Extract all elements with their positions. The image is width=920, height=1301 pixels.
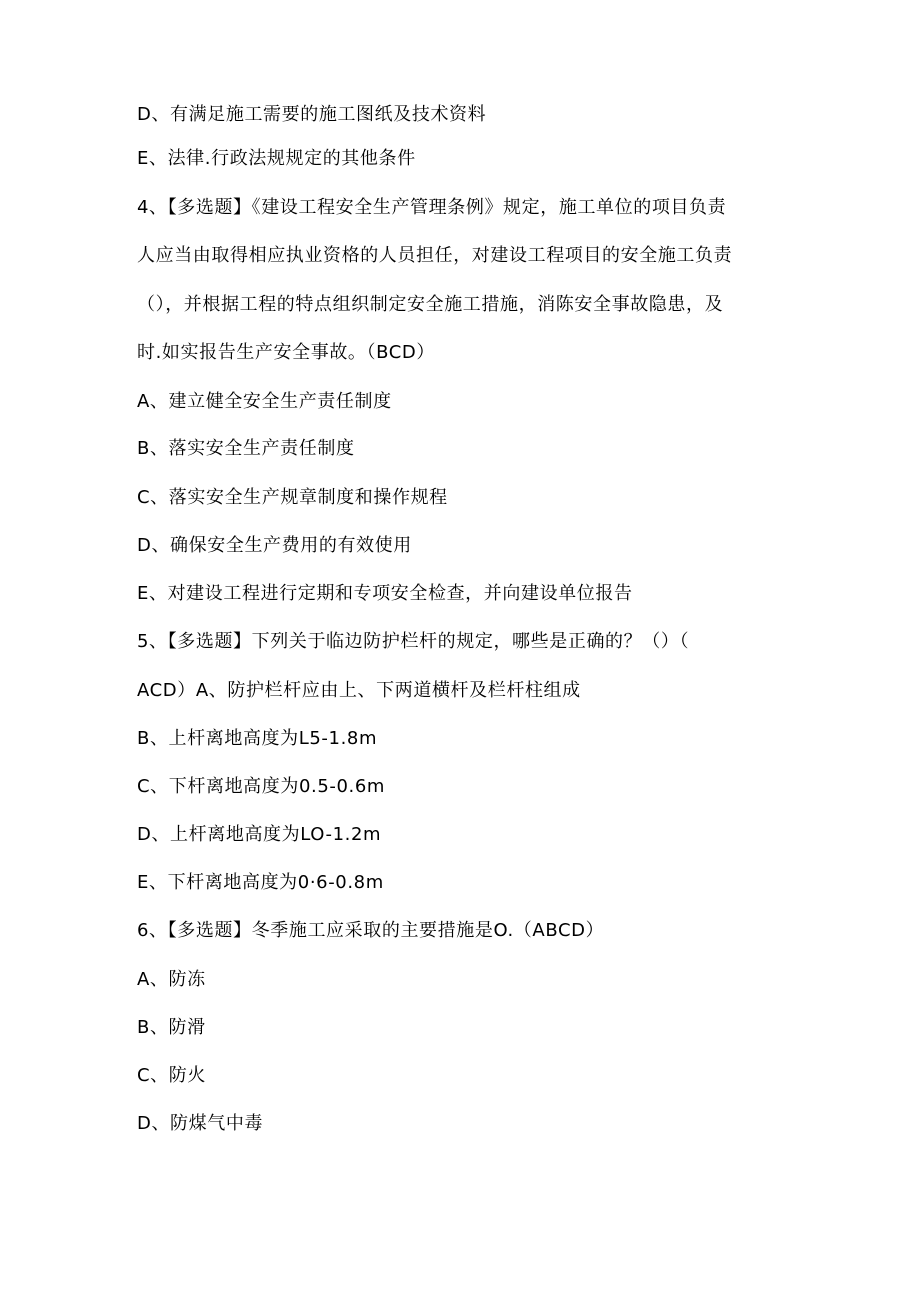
option-line: D、有满足施工需要的施工图纸及技术资料 <box>137 104 487 125</box>
question-line: 4、【多选题】《建设工程安全生产管理条例》规定，施工单位的项目负责 <box>137 197 727 218</box>
option-line: C、下杆离地高度为0.5-0.6m <box>137 776 386 797</box>
question-line: 6、【多选题】冬季施工应采取的主要措施是O.（ABCD） <box>137 920 605 941</box>
option-line: C、落实安全生产规章制度和操作规程 <box>137 487 448 508</box>
option-line: B、落实安全生产责任制度 <box>137 438 355 459</box>
option-line: E、法律.行政法规规定的其他条件 <box>137 148 416 169</box>
option-line: E、对建设工程进行定期和专项安全检查，并向建设单位报告 <box>137 583 633 604</box>
option-line: D、确保安全生产费用的有效使用 <box>137 535 412 556</box>
question-line: 5、【多选题】下列关于临边防护栏杆的规定，哪些是正确的？（）（ <box>137 631 690 652</box>
option-line: A、防冻 <box>137 969 206 990</box>
question-line: 时.如实报告生产安全事故。（BCD） <box>137 342 435 363</box>
question-line: ACD）A、防护栏杆应由上、下两道横杆及栏杆柱组成 <box>137 680 581 701</box>
question-line: （），并根据工程的特点组织制定安全施工措施，消陈安全事故隐患，及 <box>137 294 724 315</box>
option-line: D、上杆离地高度为LO-1.2m <box>137 824 382 845</box>
option-line: D、防煤气中毒 <box>137 1113 264 1134</box>
option-line: B、防滑 <box>137 1017 206 1038</box>
option-line: C、防火 <box>137 1065 206 1086</box>
option-line: A、建立健全安全生产责任制度 <box>137 391 392 412</box>
option-line: B、上杆离地高度为L5-1.8m <box>137 728 378 749</box>
question-line: 人应当由取得相应执业资格的人员担任，对建设工程项目的安全施工负责 <box>137 245 733 266</box>
option-line: E、下杆离地高度为0·6-0.8m <box>137 872 384 893</box>
